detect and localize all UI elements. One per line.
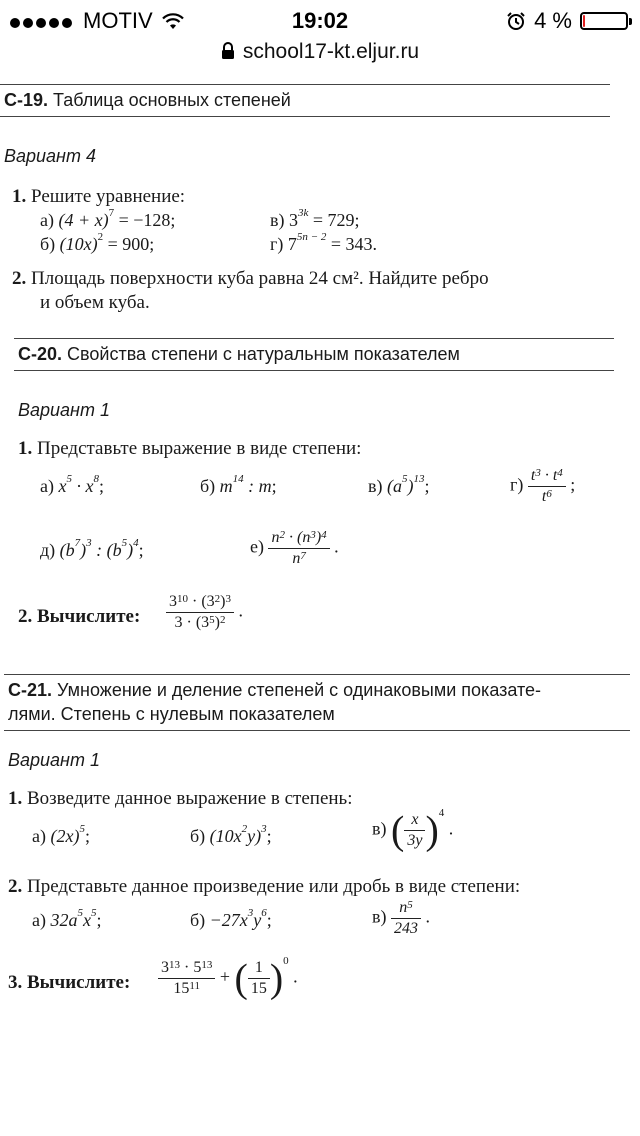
task-heading [18, 438, 361, 460]
item-label: б) [190, 910, 206, 930]
battery-icon [580, 12, 628, 30]
task-number: 2. [8, 876, 23, 897]
expression-item: г) $\frac{t^3 \cdot t^4}{t^6}$ ; [510, 467, 576, 505]
expression-item: д) $(b^7)^3$ : $(b^5)^4$; [40, 537, 144, 560]
variant-label: Вариант 1 [8, 750, 100, 770]
section-rule [14, 338, 614, 339]
item-label: а) [32, 826, 46, 846]
expression: $(2x)^5$ [50, 823, 85, 846]
task-number: 3. [8, 972, 23, 993]
math-base: 7 [287, 234, 297, 254]
fraction: $\frac{t^3 \cdot t^4}{t^6}$ [528, 466, 566, 507]
item-label: б) [190, 826, 206, 846]
fraction: $\frac{n^5}{243}$ [391, 898, 421, 939]
fraction: $\frac{3^{13} \cdot 5^{13}}{15^{11}}$ [158, 958, 215, 999]
item-label: г) [510, 474, 524, 495]
section-header-c19 [4, 90, 291, 111]
exponent: 3k [298, 207, 309, 219]
task-heading [12, 268, 489, 290]
item-label: е) [250, 536, 264, 557]
battery-level-fill [583, 15, 585, 27]
expression: $(b^7)^3$ : $(b^5)^4$ [59, 537, 139, 560]
task-text: Вычислите: [37, 606, 141, 627]
equation-item [40, 207, 176, 231]
math-base: 3 [289, 210, 298, 230]
clock: 19:02 [291, 8, 349, 33]
expression-item: а) $32a^5x^5$; [32, 907, 102, 930]
task-heading [8, 876, 520, 898]
item-label: б) [40, 234, 56, 254]
task-heading [18, 606, 140, 628]
task-text: Площадь поверхности куба равна 24 см². Найдите ребро [31, 268, 489, 289]
task-text-line: и объем куба. [40, 292, 150, 313]
item-label: а) [32, 910, 46, 930]
item-label: в) [372, 818, 387, 839]
expression-item: в) ( $\frac{x}{3y}$ )$^4$ . [372, 807, 454, 853]
section-rule [0, 116, 610, 117]
expression-item: $б) -27x^3y^6$; [190, 907, 272, 930]
equation-item [40, 231, 155, 255]
address-bar[interactable] [0, 40, 640, 76]
equation-item [270, 231, 377, 255]
expression: $m^{14}$ : m [219, 473, 272, 496]
expression-item: б) $m^{14}$ : m; [200, 473, 277, 496]
math-rest: = 729; [308, 210, 360, 230]
item-label: а) [40, 476, 54, 496]
section-header-c20 [18, 344, 460, 365]
exponent: 5n − 2 [296, 231, 327, 243]
status-right [506, 8, 628, 34]
expression-item: е) $\frac{n^2 \cdot (n^3)^4}{n^7}$ . [250, 529, 339, 567]
task-heading [8, 788, 353, 810]
expression: $32a^5x^5$ [50, 907, 97, 930]
task-number: 1. [8, 788, 23, 809]
section-header-c21 [8, 680, 541, 701]
url-text: school17-kt.eljur.ru [242, 40, 420, 63]
math-rest: = −128; [114, 210, 176, 230]
variant-label: Вариант 1 [18, 400, 110, 420]
status-bar [0, 0, 640, 44]
task-text: Возведите данное выражение в степень: [27, 788, 353, 809]
task-number: 1. [12, 186, 27, 207]
fraction: $\frac{x}{3y}$ [404, 810, 425, 851]
exponent: 2 [97, 231, 104, 243]
expression: $(10x^2y)^3$ [209, 823, 267, 846]
section-rule [4, 730, 630, 731]
fraction: $\frac{n^2 \cdot (n^3)^4}{n^7}$ [268, 528, 329, 569]
item-label: в) [372, 906, 387, 927]
item-label: в) [368, 476, 383, 496]
item-label: б) [200, 476, 216, 496]
section-title: Таблица основных степеней [53, 90, 291, 110]
battery-percent: 4 % [534, 8, 572, 33]
task-text: Представьте выражение в виде степени: [37, 438, 362, 459]
expression: $(a^5)^{13}$ [387, 473, 425, 496]
lock-icon [221, 42, 235, 60]
expression-item: б) $(10x^2y)^3$; [190, 823, 272, 846]
task-text: Решите уравнение: [31, 186, 186, 207]
item-label: в) [270, 210, 285, 230]
task-text: Представьте данное произведение или дробь в виде степени: [27, 876, 521, 897]
item-label: г) [270, 234, 284, 254]
item-label: д) [40, 540, 56, 560]
expression-item: $\frac{3^{13} \cdot 5^{13}}{15^{11}}$ + ( $\frac{1}{15}$ )$^0$ . [158, 958, 298, 999]
expression-item: а) $(2x)^5$; [32, 823, 90, 846]
task-heading [12, 186, 185, 208]
expression: $-27x^3y^6$ [209, 907, 267, 930]
carrier-name: MOTIV [83, 8, 153, 33]
expression-item: $\frac{3^{10} \cdot (3^2)^3}{3 \cdot (3^5)^2}$ . [166, 592, 243, 633]
exponent: 7 [108, 207, 115, 219]
fraction: $\frac{1}{15}$ [248, 958, 270, 999]
expression: $x^5 \cdot x^8$ [58, 473, 99, 496]
math-rest: = 343. [326, 234, 377, 254]
document-page [0, 76, 640, 1136]
equation-item [270, 207, 360, 231]
task-number: 1. [18, 438, 33, 459]
math-base: (10x) [59, 234, 98, 254]
expression-item: а) $x^5 \cdot x^8$; [40, 473, 104, 496]
section-title: Умножение и деление степеней с одинаковыми показате- [57, 680, 542, 700]
math-rest: = 900; [103, 234, 155, 254]
math-base: (4 + x) [58, 210, 109, 230]
item-label: а) [40, 210, 54, 230]
expression-item: в) $(a^5)^{13}$; [368, 473, 430, 496]
alarm-icon [506, 11, 526, 31]
section-rule [4, 674, 630, 675]
task-heading [8, 972, 130, 994]
section-title-line2: лями. Степень с нулевым показателем [8, 704, 335, 724]
section-rule [14, 370, 614, 371]
task-number: 2. [18, 606, 33, 627]
section-code: С-20. [18, 344, 63, 364]
section-rule [0, 84, 610, 85]
task-text: Вычислите: [27, 972, 131, 993]
variant-label: Вариант 4 [4, 146, 96, 166]
fraction: $\frac{3^{10} \cdot (3^2)^3}{3 \cdot (3^5)^2}$ [166, 592, 234, 633]
section-code: С-19. [4, 90, 49, 110]
section-title: Свойства степени с натуральным показателем [67, 344, 460, 364]
section-code: С-21. [8, 680, 53, 700]
task-number: 2. [12, 268, 27, 289]
expression-item: в) $\frac{n^5}{243}$ . [372, 899, 430, 937]
